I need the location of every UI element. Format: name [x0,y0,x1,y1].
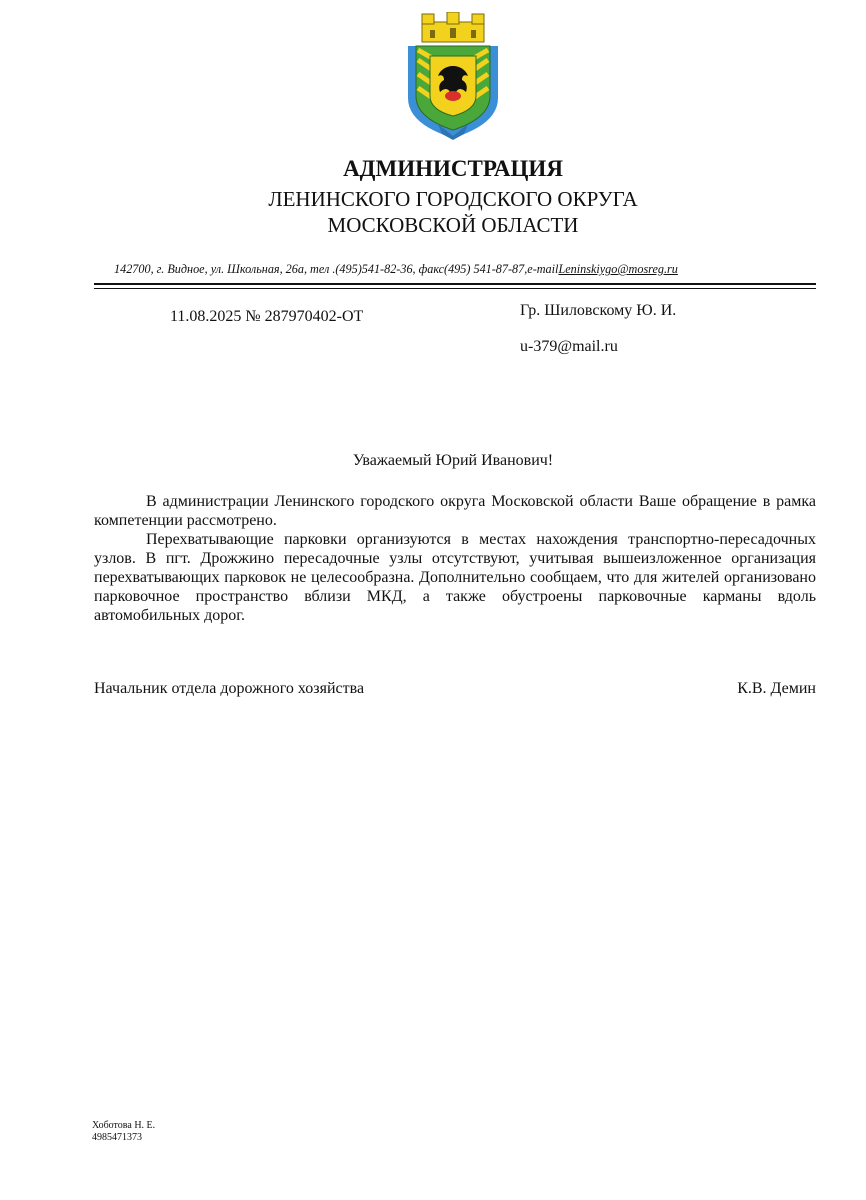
signer-name: К.В. Демин [737,680,816,697]
letter-body [94,492,816,625]
header-divider-thin [94,288,816,289]
signer-position: Начальник отдела дорожного хозяйства [94,680,365,697]
contacts-address: 142700, г. Видное, ул. Школьная, 26а, тел .(495)541-82-36, факс(495) 541-87-87,e-mail [114,262,559,276]
crown-icon [422,12,484,42]
contacts-email-link[interactable]: Leninskiygo@mosreg.ru [558,262,678,276]
signature-block [94,680,816,698]
org-title-line2: ЛЕНИНСКОГО ГОРОДСКОГО ОКРУГА [268,187,638,211]
letter-paragraph: Перехватывающие парковки организуются в местах нахождения транспортно-пересадочных узлов. В пгт. Дрожжино пересадочные узлы отсутствуют, учитывая вышеизложенное организация перехватывающих парковок не целесообразна. Дополнительно сообщаем, что для жителей организовано парковочное пространство вблизи МКД, а также обустроены парковочные карманы вдоль автомобильных дорог. [94,531,816,624]
contacts-line [114,262,678,277]
letter-paragraph: В администрации Ленинского городского округа Московской области Ваше обращение в рамка компетенции рассмотрено. [94,493,816,529]
coat-of-arms-icon [400,12,506,140]
org-title-line1: АДМИНИСТРАЦИЯ [343,156,563,181]
executor-name: Хоботова Н. Е. [92,1120,156,1131]
executor-block [92,1120,155,1144]
header-divider-thick [94,283,816,285]
salutation: Уважаемый Юрий Иванович! [352,452,554,469]
outgoing-reference: 11.08.2025 № 287970402-ОТ [170,308,364,325]
executor-phone: 4985471373 [92,1132,142,1143]
org-title-line3: МОСКОВСКОЙ ОБЛАСТИ [327,213,579,237]
recipient-email: u-379@mail.ru [520,338,618,355]
recipient-name: Гр. Шиловскому Ю. И. [520,302,677,319]
